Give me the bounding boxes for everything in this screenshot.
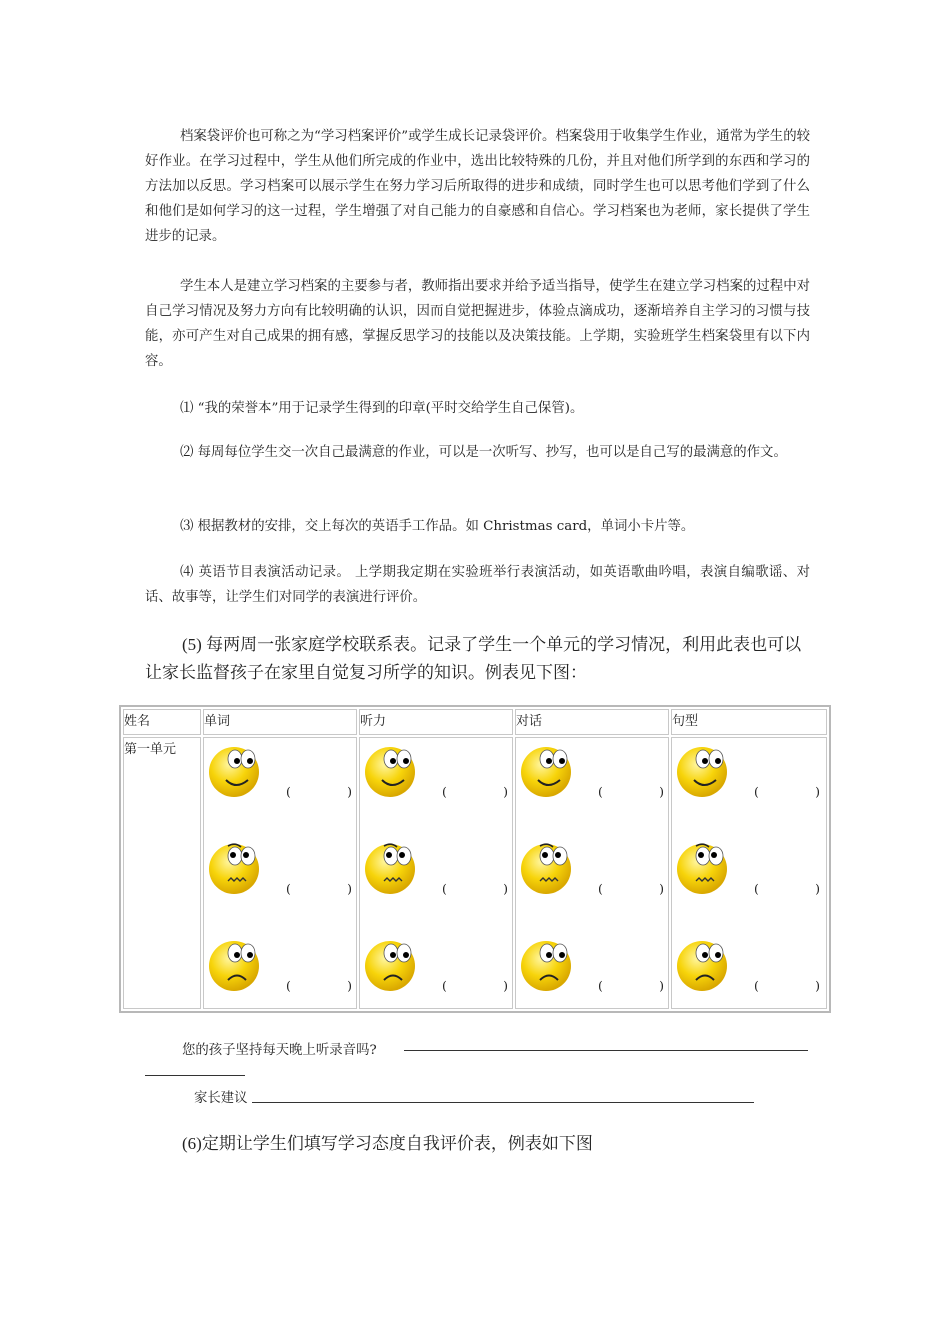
worried-face-icon	[518, 839, 574, 895]
sad-face-icon	[518, 936, 574, 992]
happy-face-icon	[518, 742, 574, 798]
happy-face-icon	[674, 742, 730, 798]
paren-close: )	[347, 784, 352, 799]
rating-blank[interactable]	[754, 881, 820, 896]
table-header-row	[123, 709, 827, 735]
happy-face-icon	[206, 742, 262, 798]
header-vocabulary: 单词	[203, 709, 357, 735]
rating-cell	[203, 737, 357, 1009]
rating-cell	[359, 737, 513, 1009]
listening-question: 您的孩子坚持每天晚上听录音吗?	[182, 1043, 377, 1058]
list-item-3: ⑶ 根据教材的安排，交上每次的英语手工作品。如 Christmas card，单词小卡片等。	[180, 519, 695, 534]
advice-line[interactable]	[252, 1102, 754, 1103]
paren-close: )	[503, 978, 508, 993]
header-name: 姓名	[123, 709, 201, 735]
rating-blank[interactable]	[286, 978, 352, 993]
rating-cell	[671, 737, 827, 1009]
paren-open: (	[598, 784, 603, 799]
rating-blank[interactable]	[598, 784, 664, 799]
header-sentence: 句型	[671, 709, 827, 735]
paren-open: (	[442, 978, 447, 993]
paren-close: )	[347, 881, 352, 896]
paren-close: )	[659, 881, 664, 896]
rating-blank[interactable]	[442, 784, 508, 799]
header-listening: 听力	[359, 709, 513, 735]
paren-open: (	[754, 784, 759, 799]
worried-face-icon	[362, 839, 418, 895]
paren-close: )	[659, 784, 664, 799]
paren-open: (	[442, 784, 447, 799]
paren-close: )	[815, 784, 820, 799]
paren-open: (	[598, 978, 603, 993]
worried-face-icon	[206, 839, 262, 895]
list-item-5: (5) 每两周一张家庭学校联系表。记录了学生一个单元的学习情况，利用此表也可以让家长监督孩子在家里自觉复习所学的知识。例表见下图：	[145, 635, 802, 682]
sad-face-icon	[206, 936, 262, 992]
paren-open: (	[754, 881, 759, 896]
list-item-4: ⑷ 英语节目表演活动记录。 上学期我定期在实验班举行表演活动，如英语歌曲吟唱，表演自编歌谣、对话、故事等，让学生们对同学的表演进行评价。	[145, 565, 810, 605]
answer-line[interactable]	[404, 1050, 808, 1051]
sad-face-icon	[362, 936, 418, 992]
home-school-contact-table	[119, 705, 831, 1013]
paren-close: )	[503, 881, 508, 896]
rating-cell	[515, 737, 669, 1009]
worried-face-icon	[674, 839, 730, 895]
rating-blank[interactable]	[286, 784, 352, 799]
rating-blank[interactable]	[442, 978, 508, 993]
paragraph-2: 学生本人是建立学习档案的主要参与者，教师指出要求并给予适当指导，使学生在建立学习档案的过程中对自己学习情况及努力方向有比较明确的认识，因而自觉把握进步，体验点滴成功，逐渐培养自主学习的习惯与技能，亦可产生对自己成果的拥有感，掌握反思学习的技能以及决策技能。上学期，实验班学生档案袋里有以下内容。	[145, 279, 810, 369]
paragraph-1: 档案袋评价也可称之为“学习档案评价”或学生成长记录袋评价。档案袋用于收集学生作业，通常为学生的较好作业。在学习过程中，学生从他们所完成的作业中，选出比较特殊的几份，并且对他们所学到的东西和学习的方法加以反思。学习档案可以展示学生在努力学习后所取得的进步和成绩，同时学生也可以思考他们学到了什么和他们是如何学习的这一过程，学生增强了对自己能力的自豪感和自信心。学习档案也为老师，家长提供了学生进步的记录。	[145, 129, 810, 244]
paren-open: (	[286, 881, 291, 896]
happy-face-icon	[362, 742, 418, 798]
parent-advice-label: 家长建议	[194, 1091, 248, 1106]
rating-blank[interactable]	[286, 881, 352, 896]
paren-open: (	[598, 881, 603, 896]
paren-open: (	[286, 784, 291, 799]
table-row	[123, 737, 827, 1009]
rating-blank[interactable]	[442, 881, 508, 896]
list-item-2: ⑵ 每周每位学生交一次自己最满意的作业，可以是一次听写、抄写，也可以是自己写的最满意的作文。	[180, 445, 787, 460]
rating-blank[interactable]	[754, 784, 820, 799]
row-label-unit-1: 第一单元	[123, 737, 201, 1009]
sad-face-icon	[674, 936, 730, 992]
paren-close: )	[815, 978, 820, 993]
paren-close: )	[659, 978, 664, 993]
paren-close: )	[347, 978, 352, 993]
paren-close: )	[503, 784, 508, 799]
paren-open: (	[442, 881, 447, 896]
header-dialogue: 对话	[515, 709, 669, 735]
list-item-1: ⑴ “我的荣誉本”用于记录学生得到的印章(平时交给学生自己保管)。	[180, 401, 584, 416]
paren-close: )	[815, 881, 820, 896]
rating-blank[interactable]	[598, 978, 664, 993]
paren-open: (	[286, 978, 291, 993]
rating-blank[interactable]	[754, 978, 820, 993]
paren-open: (	[754, 978, 759, 993]
rating-blank[interactable]	[598, 881, 664, 896]
answer-line-continued[interactable]	[145, 1075, 245, 1076]
list-item-6: (6)定期让学生们填写学习态度自我评价表，例表如下图	[182, 1134, 593, 1153]
